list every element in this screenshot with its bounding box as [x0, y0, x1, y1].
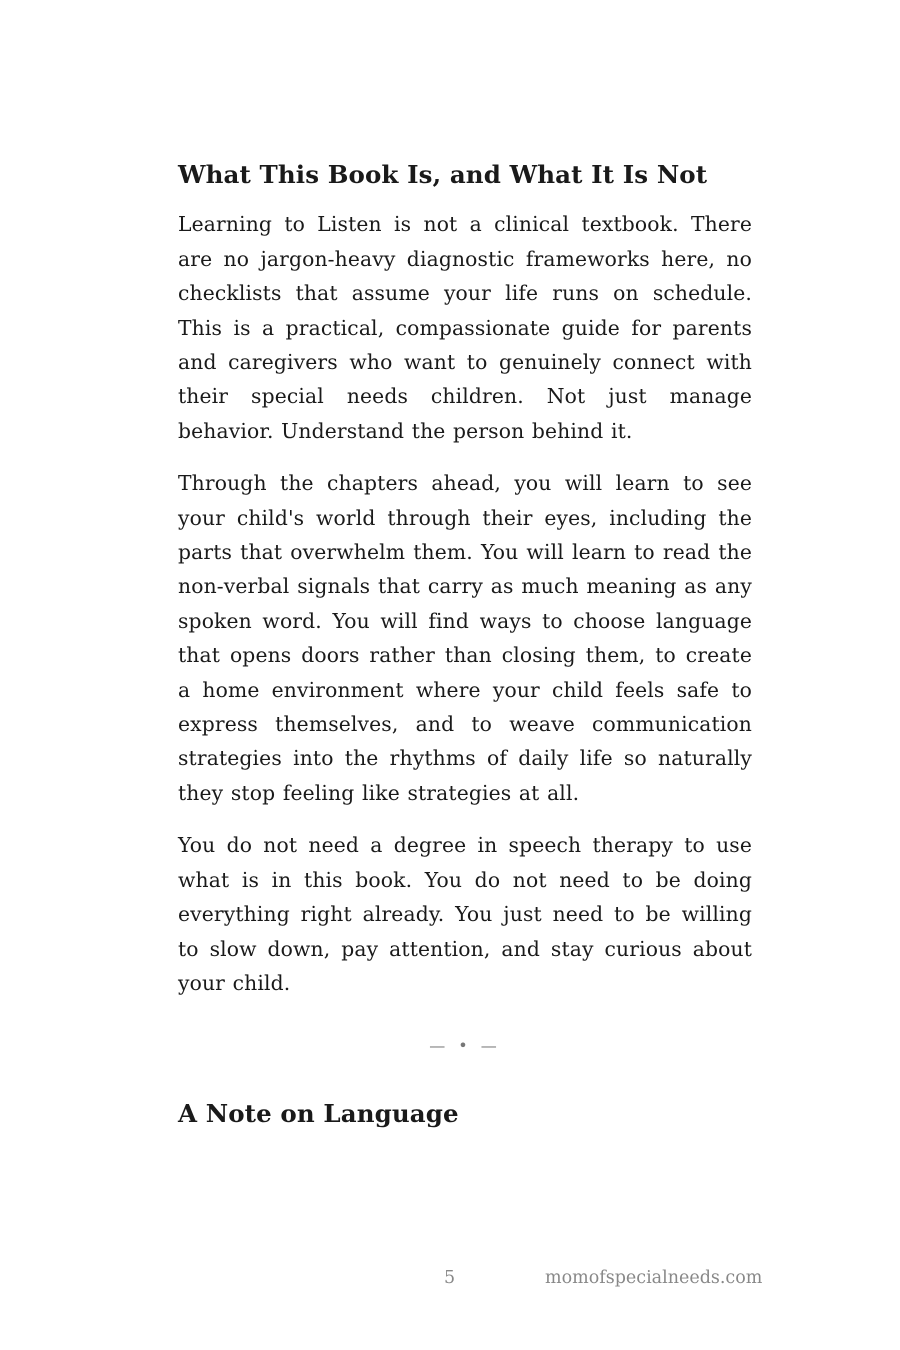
body-paragraph: You do not need a degree in speech therapy to use what is in this book. You do not need to be doing everything right already. You just need to be willing to slow down, pay attention, and stay curious about your child. — [178, 833, 752, 995]
footer-site: momofspecialneeds.com — [545, 1268, 763, 1288]
section-heading: A Note on Language — [178, 1099, 459, 1129]
page-footer — [0, 1268, 900, 1296]
body-paragraph: Learning to Listen is not a clinical textbook. There are no jargon-heavy diagnostic frameworks here, no checklists that assume your life runs on schedule. This is a practical, compassionate guide for parents and caregivers who want to genuinely connect with their special needs children. Not just manage behavior. Understand the person behind it. — [178, 212, 752, 443]
section-heading: What This Book Is, and What It Is Not — [178, 160, 708, 189]
page-number: 5 — [444, 1268, 456, 1288]
page-content — [178, 160, 752, 1129]
body-paragraph: Through the chapters ahead, you will learn to see your child's world through their eyes, including the parts that overwhelm them. You will learn to read the non-verbal signals that carry as much meaning as any spoken word. You will find ways to choose language that opens doors rather than closing them, to create a home environment where your child feels safe to express themselves, and to weave communication strategies into the rhythms of daily life so naturally they stop feeling like strategies at all. — [178, 471, 752, 805]
section-separator: — • — — [429, 1036, 501, 1056]
